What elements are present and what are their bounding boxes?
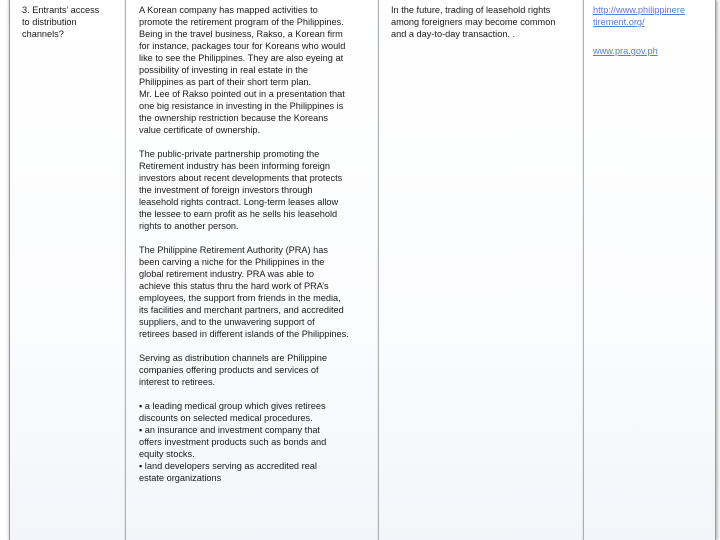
question-cell [10, 0, 126, 540]
source-link-pra[interactable]: www.pra.gov.ph [593, 46, 658, 56]
sources-cell [584, 0, 715, 540]
bullet-list: ▪ a leading medical group which gives retirees discounts on selected medical procedures. ▪ an insurance and investment company that offers investment products such as bonds and equity stocks. ▪ land developers serving as accredited real estate organizations [139, 401, 327, 483]
discussion-cell [126, 0, 379, 540]
question-text: 3. Entrants’ access to distribution channels? [22, 5, 100, 39]
paragraph-korean-company: A Korean company has mapped activities to promote the retirement program of the Philippines. Being in the travel business, Rakso, a Korean firm for instance, packages tour for Koreans who would like to see the Philippines. They are also eyeing at possibility of investing in real estate in the Philippines as part of their short term plan. Mr. Lee of Rakso pointed out in a presentation that one big resistance in investing in the Philippines is the ownership restriction because the Koreans value certificate of ownership. [139, 5, 346, 135]
outlook-cell [379, 0, 584, 540]
paragraph-distribution-channels: Serving as distribution channels are Philippine companies offering products and services of interest to retirees. [139, 353, 327, 387]
paragraph-pra: The Philippine Retirement Authority (PRA) has been carving a niche for the Philippines in the global retirement industry. PRA was able to achieve this status thru the hard work of PRA’s employees, the support from friends in the media, its facilities and merchant partners, and accredited suppliers, and to the unwavering support of retirees based in different islands of the Philippines. [139, 245, 349, 339]
paragraph-public-private-partnership: The public-private partnership promoting the Retirement industry has been informing foreign investors about recent developments that protects the investment of foreign investors through leasehold rights contract. Long-term leases allow the lessee to earn profit as he sells his leasehold rights to another person. [139, 149, 343, 231]
outlook-text: In the future, trading of leasehold rights among foreigners may become common and a day-to-day transaction. . [391, 5, 556, 39]
source-link-philippine-retirement[interactable]: http://www.philippinere tirement.org/ [593, 5, 685, 27]
content-table [9, 0, 716, 540]
